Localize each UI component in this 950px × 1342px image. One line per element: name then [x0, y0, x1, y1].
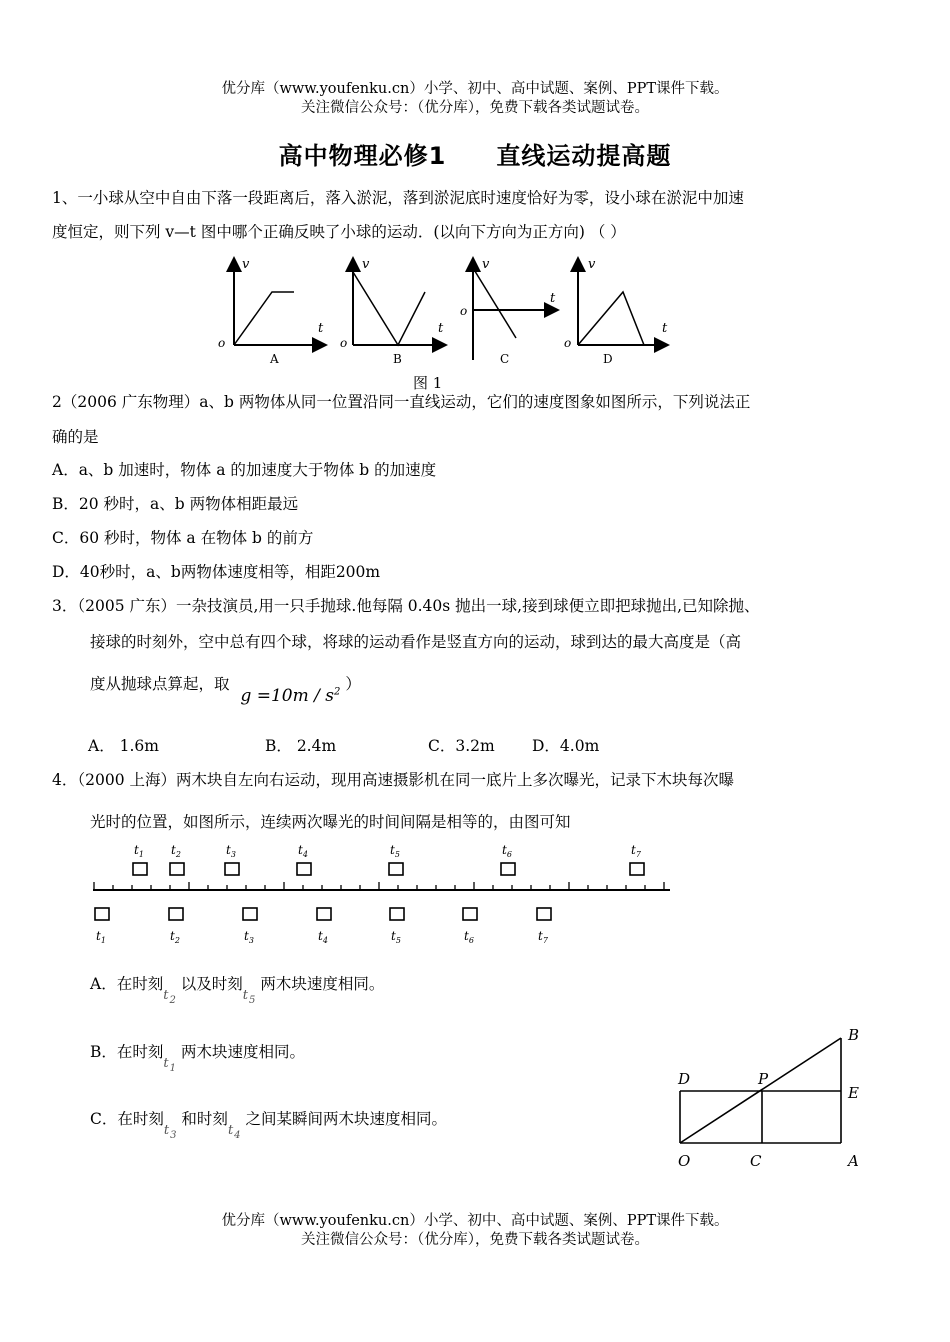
- q4-option-b: B．在时刻$_{t_1}$ 两木块速度相同。: [90, 1043, 305, 1074]
- q4-line-1: 4．（2000 上海）两木块自左向右运动，现用高速摄影机在同一底片上多次曝光，记录下木块每次曝: [52, 771, 734, 789]
- q1-line-1: 1、一小球从空中自由下落一段距离后，落入淤泥，落到淤泥底时速度恰好为零，设小球在淤泥中加速: [52, 189, 744, 207]
- bottom-block-box-5: [390, 908, 404, 920]
- q3-option-c: C．3.2m: [428, 737, 495, 755]
- top-block-box-2: [170, 863, 184, 875]
- header-line-2: 关注微信公众号：（优分库），免费下载各类试题试卷。: [301, 100, 649, 116]
- graph-a-label: A: [270, 352, 279, 366]
- figure-1-caption: 图 1: [413, 374, 443, 392]
- bottom-block-label-7: $t_7$: [538, 929, 548, 945]
- graph-b: [340, 257, 446, 366]
- graph-d-origin: o: [564, 336, 572, 350]
- q3-line-3-suffix: ）: [345, 675, 361, 693]
- q4-option-c: C．在时刻$_{t_3}$ 和时刻$_{t_4}$ 之间某瞬间两木块速度相同。: [90, 1110, 447, 1141]
- graph-c-t-label: t: [550, 291, 556, 306]
- q3-option-b: B． 2.4m: [265, 737, 337, 755]
- graph-d-t-label: t: [662, 321, 668, 336]
- top-block-label-2: $t_2$: [171, 843, 181, 859]
- graph-c: [460, 257, 558, 366]
- geometry-figure: [668, 1018, 878, 1178]
- bottom-block-label-6: $t_6$: [464, 929, 474, 945]
- q3-option-d: D．4.0m: [532, 737, 600, 755]
- point-a-label: A: [848, 1152, 859, 1170]
- q1-line-2: 度恒定，则下列 v—t 图中哪个正确反映了小球的运动．(以向下方向为正方向) （ ）: [52, 223, 626, 241]
- top-block-label-4: $t_4$: [298, 843, 308, 859]
- graph-a-t-label: t: [318, 321, 324, 336]
- graph-a-origin: o: [218, 336, 226, 350]
- point-o-label: O: [678, 1152, 691, 1170]
- top-block-box-6: [501, 863, 515, 875]
- q2-option-b: B．20 秒时，a、b 两物体相距最远: [52, 495, 299, 513]
- bottom-block-box-3: [243, 908, 257, 920]
- q3-line-3-prefix: 度从抛球点算起，取: [90, 675, 230, 693]
- point-p-label: P: [758, 1070, 769, 1088]
- graph-c-label: C: [500, 352, 510, 366]
- footer-line-2: 关注微信公众号：（优分库），免费下载各类试题试卷。: [301, 1232, 649, 1248]
- graph-b-v-label: v: [362, 257, 370, 272]
- header-line-1: 优分库（www.youfenku.cn）小学、初中、高中试题、案例、PPT课件下载。: [221, 81, 729, 97]
- q3-line-3: [90, 672, 361, 706]
- top-block-box-3: [225, 863, 239, 875]
- q3-option-a: A． 1.6m: [88, 737, 159, 755]
- top-block-label-6: $t_6$: [502, 843, 512, 859]
- q2-line-2: 确的是: [52, 428, 99, 446]
- bottom-block-label-4: $t_4$: [318, 929, 328, 945]
- q3-line-2: 接球的时刻外，空中总有四个球，将球的运动看作是竖直方向的运动，球到达的最大高度是（高: [90, 633, 742, 651]
- graph-a: [218, 257, 326, 366]
- graph-b-t-label: t: [438, 321, 444, 336]
- graph-d: [564, 257, 668, 366]
- bottom-block-box-2: [169, 908, 183, 920]
- page-title: 高中物理必修1 直线运动提高题: [278, 142, 672, 170]
- bottom-block-label-3: $t_3$: [244, 929, 254, 945]
- bottom-block-label-5: $t_5$: [391, 929, 401, 945]
- q4-option-a: A．在时刻$_{t_2}$ 以及时刻$_{t_5}$ 两木块速度相同。: [90, 975, 385, 1006]
- point-d-label: D: [678, 1070, 691, 1088]
- top-block-label-7: $t_7$: [631, 843, 641, 859]
- top-block-box-5: [389, 863, 403, 875]
- graph-d-v-label: v: [588, 257, 596, 272]
- bottom-block-label-2: $t_2$: [170, 929, 180, 945]
- bottom-block-label-1: $t_1$: [96, 929, 106, 945]
- q4-exposure-diagram: [88, 838, 678, 948]
- point-c-label: C: [750, 1152, 762, 1170]
- q3-formula: [240, 686, 340, 706]
- graph-b-origin: o: [340, 336, 348, 350]
- top-block-label-3: $t_3$: [226, 843, 236, 859]
- q3-line-1: 3．（2005 广东）一杂技演员,用一只手抛球.他每隔 0.40s 抛出一球,接到球便立即把球抛出,已知除抛、: [52, 597, 760, 615]
- q2-option-a: A．a、b 加速时，物体 a 的加速度大于物体 b 的加速度: [52, 461, 437, 479]
- bottom-block-box-7: [537, 908, 551, 920]
- graph-c-v-label: v: [482, 257, 490, 272]
- top-block-box-1: [133, 863, 147, 875]
- q1-vt-graphs: [210, 250, 690, 380]
- q3-formula-text: g =10m / s: [240, 686, 334, 706]
- top-block-label-5: $t_5$: [390, 843, 400, 859]
- q4-line-2: 光时的位置，如图所示，连续两次曝光的时间间隔是相等的，由图可知: [90, 813, 571, 831]
- graph-a-v-label: v: [242, 257, 250, 272]
- bottom-block-box-6: [463, 908, 477, 920]
- bottom-block-box-1: [95, 908, 109, 920]
- q3-formula-exponent: 2: [334, 686, 341, 698]
- top-block-box-7: [630, 863, 644, 875]
- graph-c-origin: o: [460, 304, 468, 318]
- footer-line-1: 优分库（www.youfenku.cn）小学、初中、高中试题、案例、PPT课件下载。: [221, 1213, 729, 1229]
- graph-d-label: D: [603, 352, 613, 366]
- graph-b-label: B: [393, 352, 402, 366]
- top-block-label-1: $t_1$: [134, 843, 144, 859]
- point-b-label: B: [848, 1026, 860, 1044]
- q2-option-c: C．60 秒时，物体 a 在物体 b 的前方: [52, 529, 314, 547]
- q2-option-d: D．40秒时，a、b两物体速度相等，相距200m: [52, 563, 381, 581]
- bottom-block-box-4: [317, 908, 331, 920]
- top-block-box-4: [297, 863, 311, 875]
- point-e-label: E: [848, 1084, 859, 1102]
- q2-line-1: 2（2006 广东物理）a、b 两物体从同一位置沿同一直线运动，它们的速度图象如图所示，下列说法正: [52, 393, 751, 411]
